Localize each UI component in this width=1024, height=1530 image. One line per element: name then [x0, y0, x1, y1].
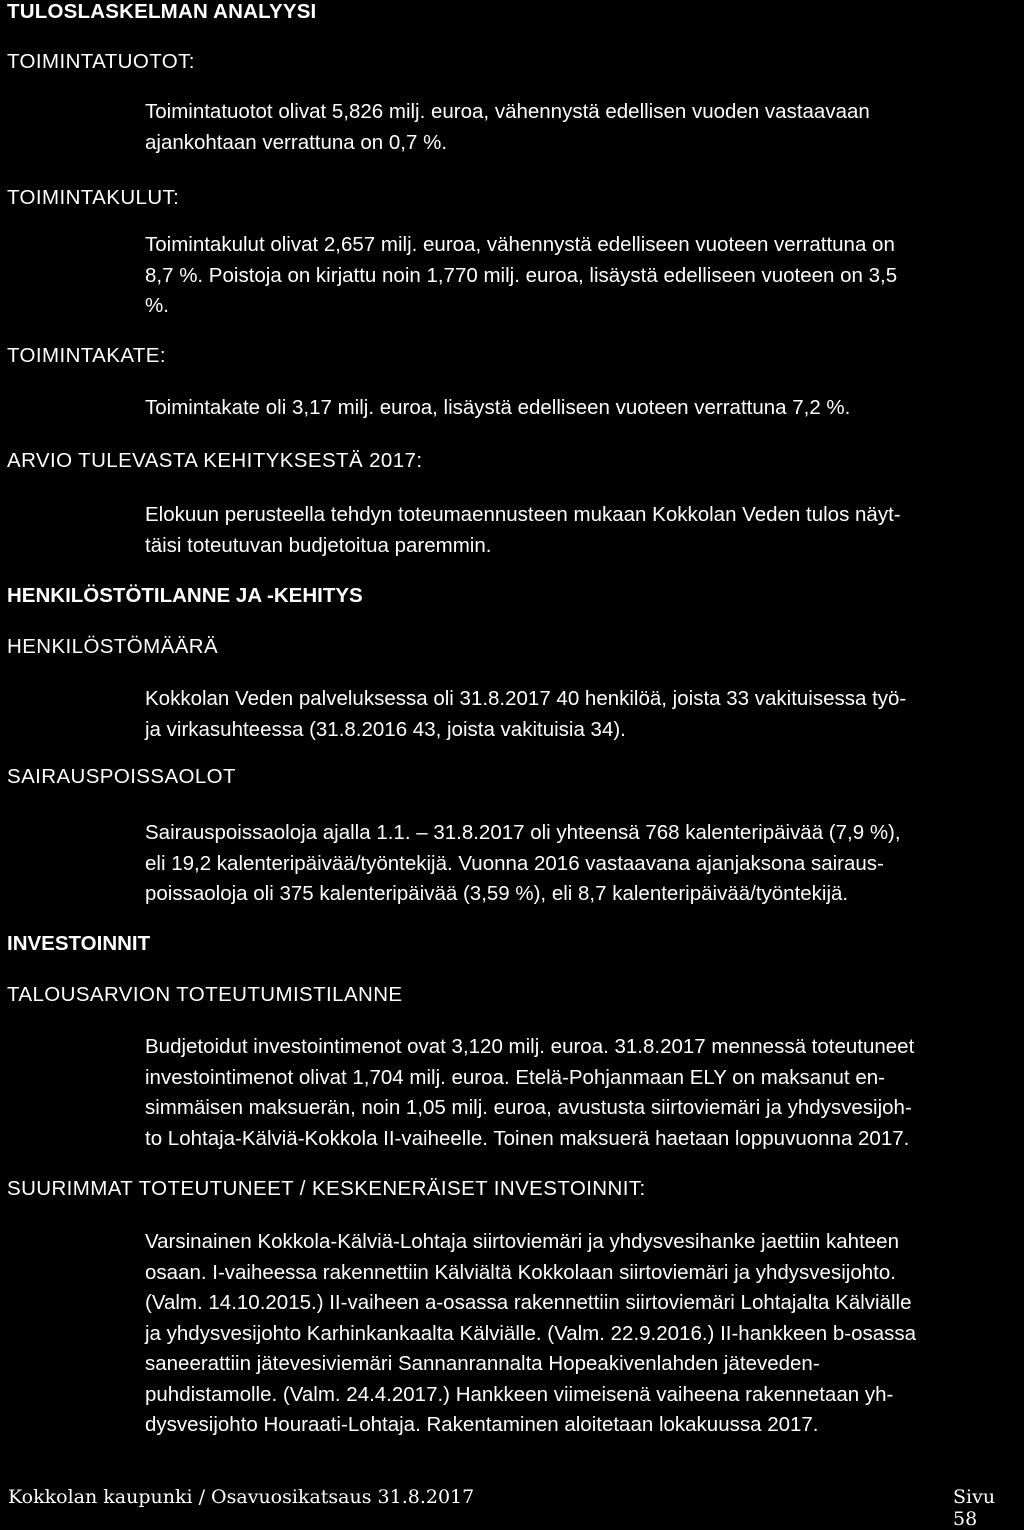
paragraph-sairauspoissaolot: [145, 818, 1024, 910]
text-line: Toimintatuotot olivat 5,826 milj. euroa, vähennystä edellisen vuoden vastaavaan: [145, 100, 870, 123]
text-line: Sairauspoissaoloja ajalla 1.1. – 31.8.2017 oli yhteensä 768 kalenteripäivää (7,9 %),: [145, 821, 901, 844]
footer-page-number: Sivu 58: [953, 1486, 996, 1530]
text-line: Budjetoidut investointimenot ovat 3,120 milj. euroa. 31.8.2017 mennessä toteutuneet: [145, 1035, 915, 1058]
text-line: investointimenot olivat 1,704 milj. euroa. Etelä-Pohjanmaan ELY on maksanut en-: [145, 1065, 885, 1089]
text-line: simmäisen maksuerän, noin 1,05 milj. euroa, avustusta siirtoviemäri ja yhdysvesijoh-: [145, 1096, 912, 1119]
footer-document-title: Kokkolan kaupunki / Osavuosikatsaus 31.8.2017: [8, 1486, 475, 1508]
page-title: TULOSLASKELMAN ANALYYSI: [7, 0, 317, 23]
paragraph-arvio: [145, 500, 1024, 561]
text-line: Elokuun perusteella tehdyn toteumaennusteen mukaan Kokkolan Veden tulos näyt-: [145, 503, 901, 526]
paragraph-suurimmat-investoinnit: [145, 1227, 1024, 1441]
heading-toimintakulut: TOIMINTAKULUT:: [7, 186, 180, 209]
text-line: 8,7 %. Poistoja on kirjattu noin 1,770 milj. euroa, lisäystä edelliseen vuoteen on 3,5: [145, 263, 898, 287]
text-line: (Valm. 14.10.2015.) II-vaiheen a-osassa rakennettiin siirtoviemäri Lohtajalta Kälviälle: [145, 1291, 912, 1314]
paragraph-toimintakulut: [145, 230, 1024, 322]
text-line: Toimintakate oli 3,17 milj. euroa, lisäystä edelliseen vuoteen verrattuna 7,2 %.: [145, 396, 851, 419]
text-line: Kokkolan Veden palveluksessa oli 31.8.2017 40 henkilöä, joista 33 vakituisessa työ-: [145, 687, 907, 710]
text-line: saneerattiin jätevesiviemäri Sannanrannalta Hopeakivenlahden jäteveden-: [145, 1352, 820, 1375]
text-line: osaan. I-vaiheessa rakennettiin Kälviältä Kokkolaan siirtoviemäri ja yhdysvesijohto.: [145, 1260, 896, 1284]
heading-arvio: ARVIO TULEVASTA KEHITYKSESTÄ 2017:: [7, 449, 423, 472]
text-line: ja virkasuhteessa (31.8.2016 43, joista vakituisia 34).: [145, 717, 626, 741]
heading-sairauspoissaolot: SAIRAUSPOISSAOLOT: [7, 765, 236, 788]
text-line: Varsinainen Kokkola-Kälviä-Lohtaja siirtoviemäri ja yhdysvesihanke jaettiin kahteen: [145, 1230, 899, 1253]
heading-investoinnit: INVESTOINNIT: [7, 932, 151, 955]
text-line: poissaoloja oli 375 kalenteripäivää (3,59 %), eli 8,7 kalenteripäivää/työntekijä.: [145, 882, 849, 905]
paragraph-talousarvio: [145, 1032, 1024, 1154]
heading-henkilostotilanne: HENKILÖSTÖTILANNE JA -KEHITYS: [7, 584, 363, 607]
paragraph-henkilostomaara: [145, 684, 1024, 745]
heading-suurimmat-investoinnit: SUURIMMAT TOTEUTUNEET / KESKENERÄISET INVESTOINNIT:: [7, 1177, 646, 1200]
heading-toimintakate: TOIMINTAKATE:: [7, 344, 166, 367]
text-line: eli 19,2 kalenteripäivää/työntekijä. Vuonna 2016 vastaavana ajanjaksona sairaus-: [145, 851, 884, 875]
text-line: %.: [145, 294, 169, 317]
heading-talousarvio: TALOUSARVION TOTEUTUMISTILANNE: [7, 983, 403, 1006]
text-line: täisi toteutuvan budjetoitua paremmin.: [145, 533, 492, 557]
text-line: to Lohtaja-Kälviä-Kokkola II-vaiheelle. Toinen maksuerä haetaan loppuvuonna 2017.: [145, 1126, 910, 1150]
text-line: dysvesijohto Houraati-Lohtaja. Rakentaminen aloitetaan lokakuussa 2017.: [145, 1413, 819, 1436]
heading-henkilostomaara: HENKILÖSTÖMÄÄRÄ: [7, 635, 219, 658]
text-line: ja yhdysvesijohto Karhinkankaalta Kälviälle. (Valm. 22.9.2016.) II-hankkeen b-osassa: [145, 1321, 917, 1345]
paragraph-toimintatuotot: [145, 97, 1024, 158]
text-line: puhdistamolle. (Valm. 24.4.2017.) Hankkeen viimeisenä vaiheena rakennetaan yh-: [145, 1382, 894, 1406]
text-line: Toimintakulut olivat 2,657 milj. euroa, vähennystä edelliseen vuoteen verrattuna on: [145, 233, 895, 256]
paragraph-toimintakate: [145, 393, 1024, 424]
text-line: ajankohtaan verrattuna on 0,7 %.: [145, 130, 448, 154]
heading-toimintatuotot: TOIMINTATUOTOT:: [7, 50, 195, 73]
